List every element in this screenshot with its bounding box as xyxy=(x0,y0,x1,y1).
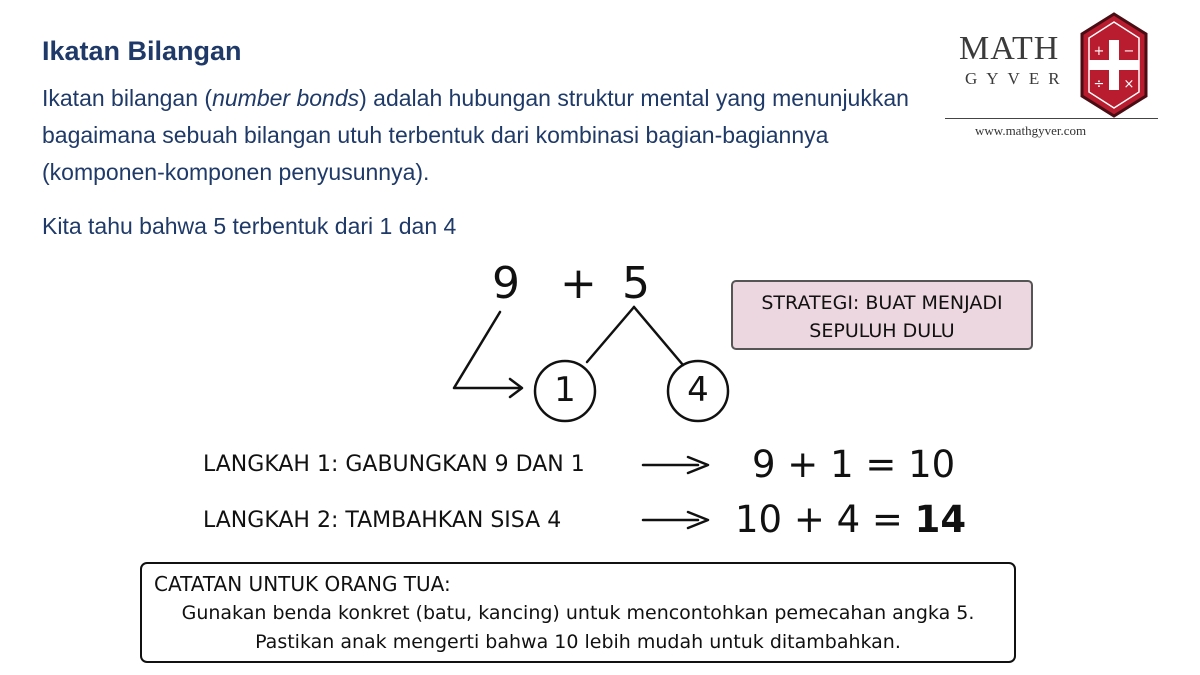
strategy-line-2: SEPULUH DULU xyxy=(809,320,955,342)
parent-note-box xyxy=(140,562,1016,663)
step-2-label: LANGKAH 2: TAMBAHKAN SISA 4 xyxy=(203,508,562,533)
step-1-equation-text: 9 + 1 = 10 xyxy=(752,443,956,486)
step-2-equation xyxy=(735,498,966,541)
note-line-1: Gunakan benda konkret (batu, kancing) untuk mencontohkan pemecahan angka 5. xyxy=(181,602,975,624)
strategy-line-1: STRATEGI: BUAT MENJADI xyxy=(761,292,1003,314)
addend-nine: 9 xyxy=(492,258,520,309)
arrow-to-one xyxy=(454,312,520,388)
intro-text-start: Ikatan bilangan ( xyxy=(42,85,213,111)
step-2-equation-text: 10 + 4 = xyxy=(735,498,915,541)
addend-five: 5 xyxy=(622,258,650,309)
svg-text:+: + xyxy=(1093,44,1105,59)
logo-word-math: MATH xyxy=(959,30,1060,67)
part-four: 4 xyxy=(687,370,709,410)
step-2-result: 14 xyxy=(914,498,967,541)
note-line-2: Pastikan anak mengerti bahwa 10 lebih mudah untuk ditambahkan. xyxy=(255,631,901,653)
step-1-equation xyxy=(752,443,955,486)
svg-text:−: − xyxy=(1123,44,1135,59)
page-title: Ikatan Bilangan xyxy=(42,36,242,66)
part-one: 1 xyxy=(554,370,576,410)
intro-italic-term: number bonds xyxy=(212,85,360,111)
bond-line-left xyxy=(587,307,634,362)
bond-line-right xyxy=(634,307,683,365)
plus-sign: + xyxy=(560,258,597,309)
svg-text:÷: ÷ xyxy=(1093,77,1105,92)
logo-url: www.mathgyver.com xyxy=(975,123,1087,138)
strategy-box xyxy=(731,280,1033,350)
logo-word-gyver: GYVER xyxy=(965,69,1069,88)
step-1-label: LANGKAH 1: GABUNGKAN 9 DAN 1 xyxy=(203,452,585,477)
svg-text:×: × xyxy=(1123,77,1135,92)
intro-text-end: ) adalah hubungan struktur mental yang menunjukkan bagaimana sebuah bilangan utuh terbentuk dari kombinasi bagian-bagiannya (komponen-komponen penyusunnya). xyxy=(42,85,909,185)
note-title: CATATAN UNTUK ORANG TUA: xyxy=(154,572,451,596)
known-fact: Kita tahu bahwa 5 terbentuk dari 1 dan 4 xyxy=(42,213,457,239)
